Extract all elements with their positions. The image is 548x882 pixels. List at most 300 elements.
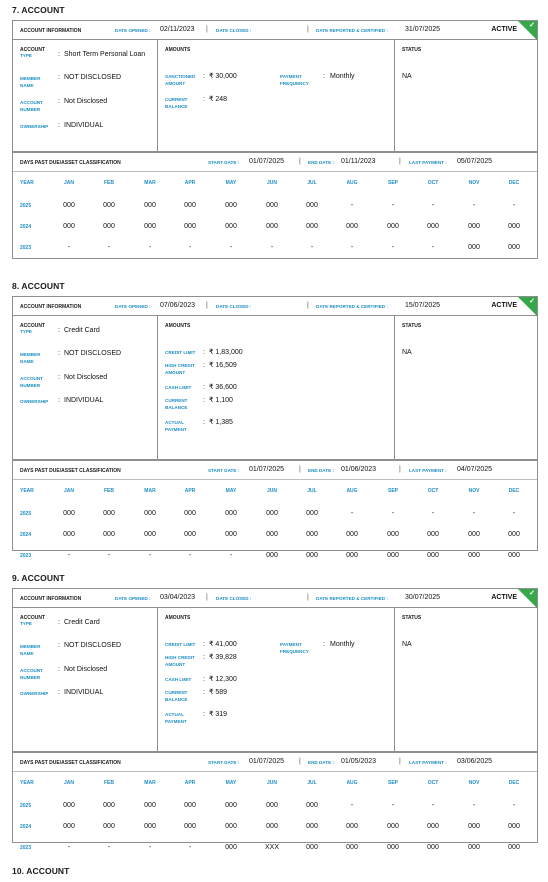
history-cell: 000 — [387, 844, 399, 851]
month-header: JAN — [63, 180, 74, 186]
amount-label: CURRENT BALANCE — [165, 398, 188, 410]
history-cell: 000 — [266, 223, 278, 230]
history-row — [13, 510, 537, 519]
amounts-column-title: AMOUNTS — [165, 323, 191, 329]
history-row — [13, 244, 537, 253]
history-cell: 000 — [103, 202, 115, 209]
status-value: NA — [402, 349, 412, 356]
start-date-label: START DATE : — [208, 468, 240, 473]
month-header: JUN — [266, 780, 277, 786]
colon: : — [203, 362, 205, 369]
dpd-title: DAYS PAST DUE/ASSET CLASSIFICATION — [20, 760, 121, 766]
colon: : — [203, 73, 205, 80]
history-cell: 000 — [63, 823, 75, 830]
history-cell: 000 — [103, 510, 115, 517]
separator: | — [299, 158, 301, 165]
dpd-header-bar — [13, 753, 537, 772]
member-name-value: NOT DISCLOSED — [64, 642, 122, 649]
end-date-label: END DATE : — [308, 760, 334, 765]
history-cell: 000 — [387, 552, 399, 559]
separator: | — [206, 302, 208, 309]
history-cell: 000 — [184, 531, 196, 538]
type-label: TYPE — [20, 53, 32, 58]
end-date-label: END DATE : — [308, 468, 334, 473]
section-title: 7. ACCOUNT — [12, 5, 65, 15]
ownership-value: INDIVIDUAL — [64, 689, 104, 696]
history-cell: 000 — [306, 844, 318, 851]
history-cell: 000 — [266, 552, 278, 559]
month-header: SEP — [387, 180, 398, 186]
history-cell: - — [472, 802, 476, 809]
account-info-label: ACCOUNT INFORMATION — [20, 304, 82, 310]
dpd-header-bar — [13, 153, 537, 172]
amount-label: ACTUAL PAYMENT — [165, 712, 187, 724]
last-payment-value: 05/07/2025 — [457, 158, 493, 165]
type-value: Credit Card — [64, 327, 100, 334]
history-cell: 000 — [63, 223, 75, 230]
history-cell: 000 — [63, 531, 75, 538]
history-cell: 000 — [225, 531, 237, 538]
history-header-row — [13, 488, 537, 497]
history-year: 2023 — [20, 245, 32, 251]
history-cell: 000 — [103, 823, 115, 830]
year-header: YEAR — [20, 488, 34, 494]
colon: : — [58, 642, 60, 649]
history-cell: 000 — [468, 844, 480, 851]
history-cell: 000 — [225, 202, 237, 209]
history-cell: 000 — [387, 223, 399, 230]
amount-value: ₹ 41,000 — [209, 641, 237, 648]
history-cell: - — [350, 202, 354, 209]
start-date-value: 01/07/2025 — [249, 758, 285, 765]
date-opened-label: DATE OPENED : — [115, 304, 151, 309]
month-header: JAN — [63, 780, 74, 786]
member-name-value: NOT DISCLOSED — [64, 74, 122, 81]
month-header: NOV — [468, 180, 480, 186]
account-details-grid — [13, 608, 537, 753]
colon: : — [203, 654, 205, 661]
month-header: SEP — [387, 488, 398, 494]
history-cell: - — [350, 510, 354, 517]
month-header: NOV — [468, 488, 480, 494]
amount-label: HIGH CREDIT AMOUNT — [165, 655, 195, 667]
history-row — [13, 223, 537, 232]
history-cell: - — [188, 552, 192, 559]
separator: | — [299, 758, 301, 765]
colon: : — [203, 384, 205, 391]
history-cell: 000 — [184, 202, 196, 209]
active-status-badge: ACTIVE — [491, 594, 517, 601]
history-cell: 000 — [63, 802, 75, 809]
history-cell: 000 — [103, 802, 115, 809]
account-card — [12, 296, 538, 559]
account-number-label: ACCOUNT NUMBER — [20, 100, 43, 112]
check-icon: ✓ — [529, 298, 535, 305]
separator: | — [307, 302, 309, 309]
type-label: TYPE — [20, 329, 32, 334]
account-info-bar — [13, 297, 537, 316]
amounts-column — [158, 316, 395, 459]
active-status-badge: ACTIVE — [491, 26, 517, 33]
status-column — [395, 40, 537, 151]
history-cell: 000 — [306, 823, 318, 830]
history-cell: 000 — [184, 823, 196, 830]
month-header: OCT — [427, 180, 439, 186]
history-cell: 000 — [225, 802, 237, 809]
history-cell: - — [67, 552, 71, 559]
account-column — [13, 40, 158, 151]
end-date-value: 01/05/2023 — [341, 758, 377, 765]
section-title: 9. ACCOUNT — [12, 573, 65, 583]
history-cell: 000 — [225, 223, 237, 230]
month-header: MAR — [144, 180, 156, 186]
history-row — [13, 823, 537, 832]
account-number-label: ACCOUNT NUMBER — [20, 668, 43, 680]
payment-history-table — [13, 480, 537, 559]
history-cell: 000 — [468, 531, 480, 538]
history-cell: 000 — [144, 202, 156, 209]
amount-value: ₹ 1,83,000 — [209, 349, 243, 356]
colon: : — [203, 711, 205, 718]
history-cell: 000 — [387, 531, 399, 538]
payment-history-table — [13, 172, 537, 256]
history-cell: 000 — [306, 223, 318, 230]
history-row — [13, 552, 537, 561]
history-cell: 000 — [508, 844, 520, 851]
history-cell: - — [391, 802, 395, 809]
account-info-bar — [13, 589, 537, 608]
account-number-value: Not Disclosed — [64, 98, 108, 105]
history-cell: - — [391, 202, 395, 209]
history-cell: 000 — [225, 844, 237, 851]
history-cell: 000 — [266, 510, 278, 517]
month-header: FEB — [104, 488, 114, 494]
colon: : — [58, 374, 60, 381]
history-cell: - — [148, 844, 152, 851]
colon: : — [58, 666, 60, 673]
check-icon: ✓ — [529, 22, 535, 29]
account-card — [12, 588, 538, 851]
amount-label: ACTUAL PAYMENT — [165, 420, 187, 432]
end-date-label: END DATE : — [308, 160, 334, 165]
month-header: AUG — [346, 780, 358, 786]
account-number-value: Not Disclosed — [64, 666, 108, 673]
member-name-label: MEMBER NAME — [20, 644, 41, 656]
history-cell: 000 — [427, 844, 439, 851]
colon: : — [203, 689, 205, 696]
date-opened-label: DATE OPENED : — [115, 596, 151, 601]
account-card — [12, 20, 538, 259]
history-cell: 000 — [144, 223, 156, 230]
date-reported-value: 15/07/2025 — [405, 302, 441, 309]
separator: | — [299, 466, 301, 473]
month-header: JUN — [266, 180, 277, 186]
date-reported-value: 30/07/2025 — [405, 594, 441, 601]
month-header: JUN — [266, 488, 277, 494]
payment-frequency-value: Monthly — [330, 641, 355, 648]
history-cell: 000 — [144, 510, 156, 517]
colon: : — [323, 73, 325, 80]
history-cell: 000 — [306, 802, 318, 809]
dpd-title: DAYS PAST DUE/ASSET CLASSIFICATION — [20, 468, 121, 474]
history-cell: 000 — [225, 510, 237, 517]
colon: : — [203, 676, 205, 683]
history-cell: 000 — [306, 202, 318, 209]
date-reported-label: DATE REPORTED & CERTIFIED : — [316, 596, 388, 601]
history-cell: 000 — [225, 823, 237, 830]
month-header: OCT — [427, 488, 439, 494]
history-cell: 000 — [427, 552, 439, 559]
colon: : — [58, 98, 60, 105]
separator: | — [399, 158, 401, 165]
history-cell: - — [107, 552, 111, 559]
history-cell: 000 — [468, 552, 480, 559]
colon: : — [58, 51, 60, 58]
amount-label: CREDIT LIMIT — [165, 642, 196, 647]
type-value: Short Term Personal Loan — [64, 51, 146, 58]
month-header: MAY — [225, 180, 237, 186]
status-value: NA — [402, 641, 412, 648]
year-header: YEAR — [20, 780, 34, 786]
colon: : — [203, 96, 205, 103]
dpd-title: DAYS PAST DUE/ASSET CLASSIFICATION — [20, 160, 121, 166]
history-row — [13, 202, 537, 211]
month-header: MAR — [144, 488, 156, 494]
history-cell: 000 — [427, 823, 439, 830]
amount-value: ₹ 30,000 — [209, 73, 237, 80]
account-column — [13, 316, 158, 459]
history-cell: - — [391, 510, 395, 517]
history-year: 2023 — [20, 553, 32, 559]
amount-value: ₹ 12,300 — [209, 676, 237, 683]
history-cell: 000 — [103, 223, 115, 230]
history-cell: - — [229, 552, 233, 559]
separator: | — [206, 594, 208, 601]
history-cell: 000 — [468, 244, 480, 251]
amount-value: ₹ 1,100 — [209, 397, 233, 404]
history-cell: - — [67, 244, 71, 251]
history-cell: - — [512, 510, 516, 517]
status-column-title: STATUS — [402, 615, 422, 621]
history-cell: - — [270, 244, 274, 251]
amount-label: HIGH CREDIT AMOUNT — [165, 363, 195, 375]
date-opened-label: DATE OPENED : — [115, 28, 151, 33]
separator: | — [206, 26, 208, 33]
amount-label: CASH LIMIT — [165, 385, 192, 390]
history-cell: - — [512, 202, 516, 209]
month-header: DEC — [508, 780, 520, 786]
last-payment-label: LAST PAYMENT : — [409, 160, 447, 165]
payment-frequency-label: PAYMENT FREQUENCY — [280, 74, 309, 86]
history-cell: - — [431, 510, 435, 517]
account-details-grid — [13, 316, 537, 461]
account-number-label: ACCOUNT NUMBER — [20, 376, 43, 388]
history-cell: 000 — [468, 223, 480, 230]
history-cell: 000 — [468, 823, 480, 830]
status-column-title: STATUS — [402, 47, 422, 53]
account-details-grid — [13, 40, 537, 153]
month-header: JUL — [307, 488, 317, 494]
status-column — [395, 608, 537, 751]
end-date-value: 01/11/2023 — [341, 158, 376, 165]
month-header: MAR — [144, 780, 156, 786]
amount-value: ₹ 16,509 — [209, 362, 237, 369]
history-cell: 000 — [266, 202, 278, 209]
history-cell: - — [350, 244, 354, 251]
month-header: JUL — [307, 180, 317, 186]
history-row — [13, 531, 537, 540]
last-payment-label: LAST PAYMENT : — [409, 468, 447, 473]
history-cell: 000 — [508, 244, 520, 251]
colon: : — [58, 619, 60, 626]
active-status-badge: ACTIVE — [491, 302, 517, 309]
start-date-label: START DATE : — [208, 160, 240, 165]
payment-history-table — [13, 772, 537, 851]
month-header: AUG — [346, 488, 358, 494]
date-opened-value: 02/11/2023 — [160, 26, 195, 33]
history-cell: 000 — [346, 844, 358, 851]
type-label: TYPE — [20, 621, 32, 626]
history-cell: 000 — [184, 510, 196, 517]
colon: : — [58, 122, 60, 129]
history-cell: 000 — [63, 510, 75, 517]
separator: | — [307, 26, 309, 33]
account-info-label: ACCOUNT INFORMATION — [20, 28, 82, 34]
history-cell: 000 — [508, 823, 520, 830]
history-cell: 000 — [346, 552, 358, 559]
history-header-row — [13, 780, 537, 789]
history-cell: 000 — [184, 223, 196, 230]
date-closed-label: DATE CLOSED : — [216, 304, 252, 309]
history-cell: 000 — [387, 823, 399, 830]
amount-value: ₹ 319 — [209, 711, 228, 718]
history-cell: 000 — [346, 531, 358, 538]
ownership-label: OWNERSHIP — [20, 124, 49, 129]
colon: : — [58, 327, 60, 334]
colon: : — [58, 689, 60, 696]
history-cell: - — [188, 844, 192, 851]
month-header: APR — [184, 780, 196, 786]
colon: : — [58, 74, 60, 81]
amounts-column — [158, 40, 395, 151]
colon: : — [58, 397, 60, 404]
history-year: 2024 — [20, 532, 32, 538]
month-header: JUL — [307, 780, 317, 786]
history-cell: 000 — [184, 802, 196, 809]
dpd-header-bar — [13, 461, 537, 480]
history-cell: 000 — [266, 802, 278, 809]
colon: : — [203, 419, 205, 426]
colon: : — [58, 350, 60, 357]
history-cell: - — [310, 244, 314, 251]
section-title: 8. ACCOUNT — [12, 281, 65, 291]
history-cell: 000 — [306, 552, 318, 559]
history-cell: 000 — [427, 223, 439, 230]
amount-label: CASH LIMIT — [165, 677, 192, 682]
status-column — [395, 316, 537, 459]
last-payment-value: 03/06/2025 — [457, 758, 493, 765]
history-cell: - — [350, 802, 354, 809]
history-cell: 000 — [306, 531, 318, 538]
month-header: OCT — [427, 780, 439, 786]
status-value: NA — [402, 73, 412, 80]
account-column — [13, 608, 158, 751]
amounts-column-title: AMOUNTS — [165, 47, 191, 53]
history-cell: - — [148, 244, 152, 251]
date-closed-label: DATE CLOSED : — [216, 596, 252, 601]
last-payment-label: LAST PAYMENT : — [409, 760, 447, 765]
amounts-column — [158, 608, 395, 751]
date-opened-value: 03/04/2023 — [160, 594, 196, 601]
account-column-title: ACCOUNT — [20, 323, 45, 329]
month-header: AUG — [346, 180, 358, 186]
history-cell: - — [188, 244, 192, 251]
amount-value: ₹ 39,828 — [209, 654, 237, 661]
amounts-column-title: AMOUNTS — [165, 615, 191, 621]
history-cell: 000 — [103, 531, 115, 538]
history-year: 2023 — [20, 845, 32, 851]
amount-value: ₹ 589 — [209, 689, 228, 696]
amount-label: CREDIT LIMIT — [165, 350, 196, 355]
payment-frequency-value: Monthly — [330, 73, 355, 80]
start-date-label: START DATE : — [208, 760, 240, 765]
history-cell: - — [431, 244, 435, 251]
history-cell: - — [472, 202, 476, 209]
date-reported-label: DATE REPORTED & CERTIFIED : — [316, 28, 388, 33]
history-cell: - — [431, 802, 435, 809]
last-payment-value: 04/07/2025 — [457, 466, 493, 473]
history-cell: - — [512, 802, 516, 809]
amount-value: ₹ 248 — [209, 96, 228, 103]
month-header: SEP — [387, 780, 398, 786]
status-column-title: STATUS — [402, 323, 422, 329]
history-header-row — [13, 180, 537, 189]
account-info-label: ACCOUNT INFORMATION — [20, 596, 82, 602]
history-cell: 000 — [508, 531, 520, 538]
year-header: YEAR — [20, 180, 34, 186]
amount-label: CURRENT BALANCE — [165, 97, 188, 109]
member-name-label: MEMBER NAME — [20, 76, 41, 88]
account-column-title: ACCOUNT — [20, 47, 45, 53]
history-cell: 000 — [346, 823, 358, 830]
separator: | — [307, 594, 309, 601]
history-cell: - — [391, 244, 395, 251]
member-name-label: MEMBER NAME — [20, 352, 41, 364]
month-header: JAN — [63, 488, 74, 494]
colon: : — [323, 641, 325, 648]
history-cell: 000 — [266, 531, 278, 538]
account-info-bar — [13, 21, 537, 40]
ownership-value: INDIVIDUAL — [64, 397, 104, 404]
history-cell: 000 — [306, 510, 318, 517]
member-name-value: NOT DISCLOSED — [64, 350, 122, 357]
month-header: FEB — [104, 180, 114, 186]
separator: | — [399, 466, 401, 473]
account-column-title: ACCOUNT — [20, 615, 45, 621]
history-cell: 000 — [144, 531, 156, 538]
colon: : — [203, 397, 205, 404]
date-closed-label: DATE CLOSED : — [216, 28, 252, 33]
amount-value: ₹ 36,600 — [209, 384, 237, 391]
history-cell: 000 — [346, 223, 358, 230]
separator: | — [399, 758, 401, 765]
history-cell: 000 — [508, 552, 520, 559]
history-cell: XXX — [264, 844, 279, 851]
history-cell: - — [107, 244, 111, 251]
month-header: NOV — [468, 780, 480, 786]
history-cell: - — [148, 552, 152, 559]
start-date-value: 01/07/2025 — [249, 466, 285, 473]
